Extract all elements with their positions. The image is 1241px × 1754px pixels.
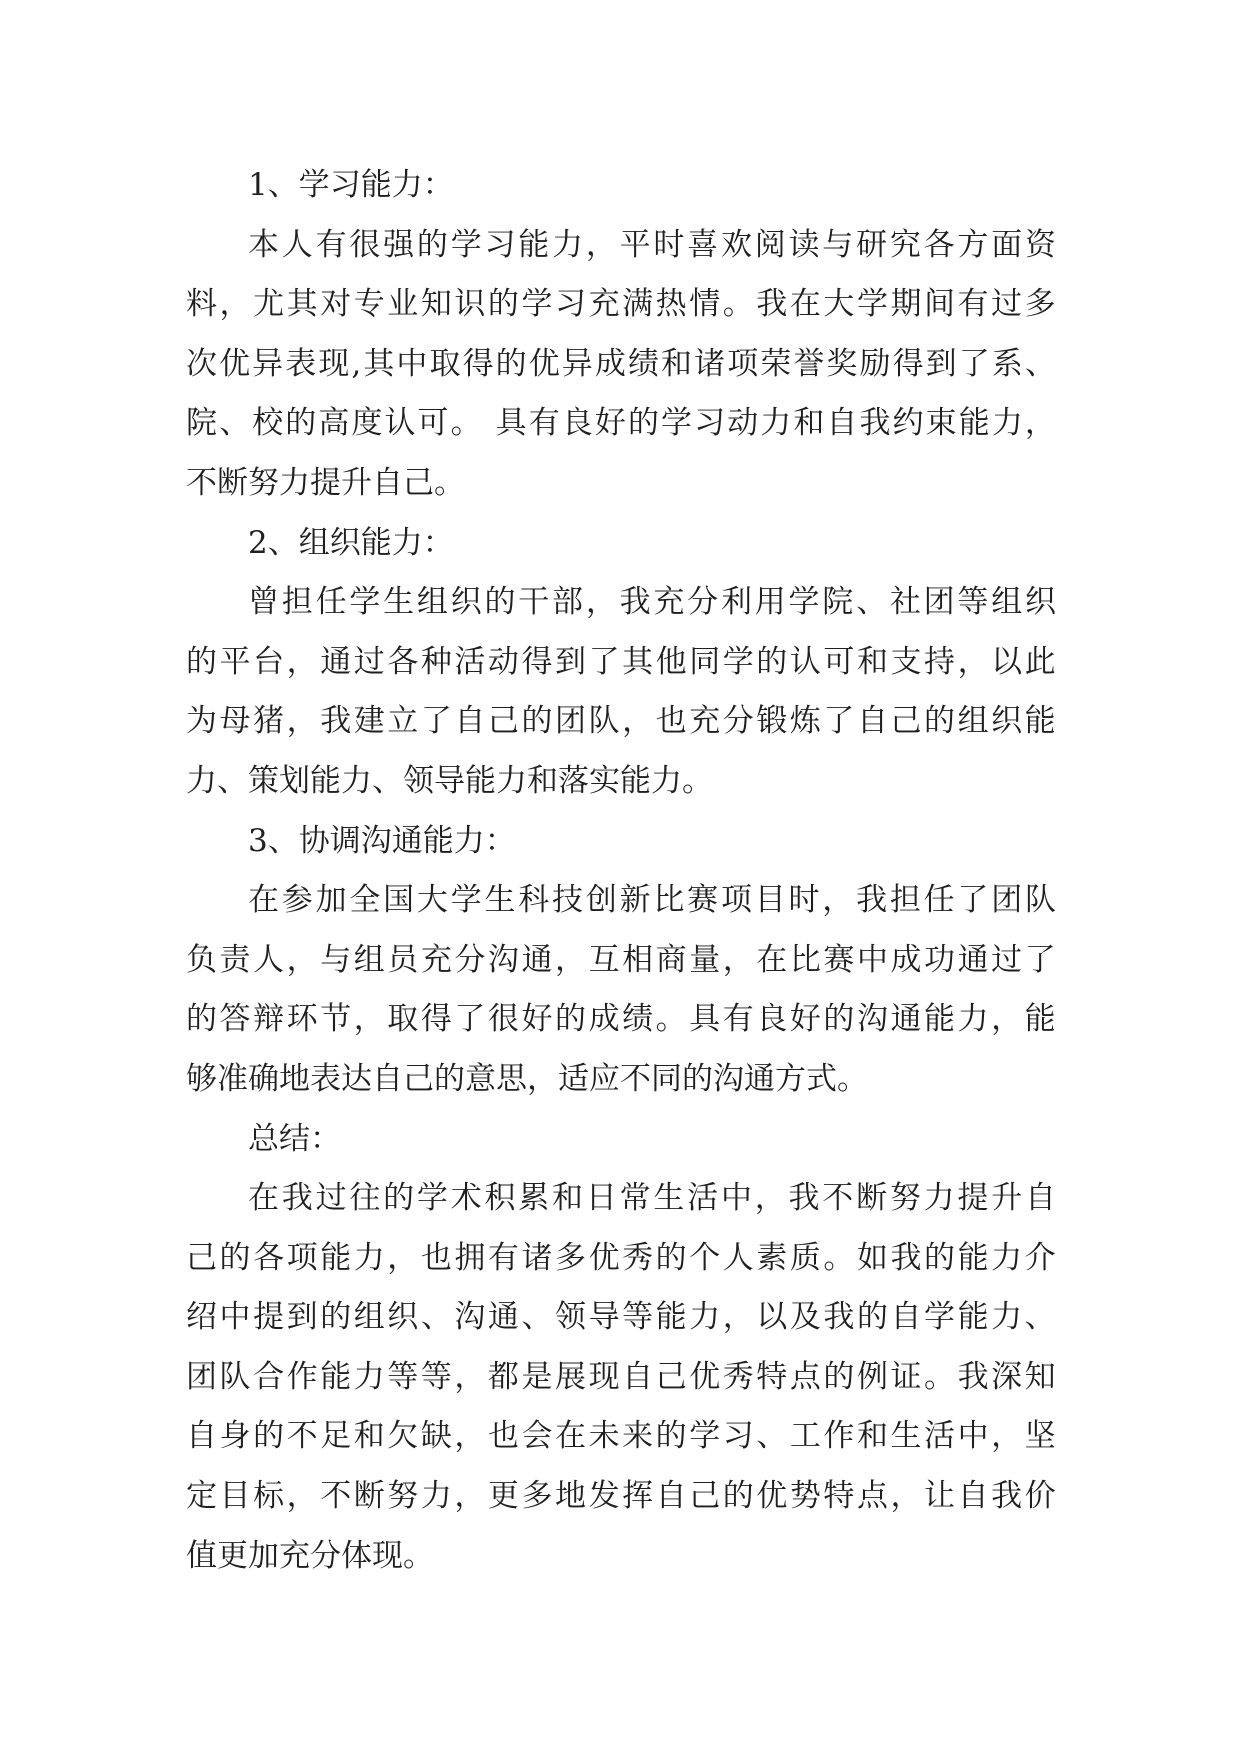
paragraph-line: 的 答 辩 环 节 ， 取 得 了 很 好 的 成 绩 。 具 有 良 好 的 沟 通 能 力 ， 能 <box>186 1001 1056 1038</box>
paragraph-line: 力、策划能力、领导能力和落实能力。 <box>186 762 713 799</box>
section-heading: 2、组织能力： <box>248 524 454 561</box>
section-heading: 3、协调沟通能力： <box>248 822 516 859</box>
paragraph-line: 在 参 加 全 国 大 学 生 科 技 创 新 比 赛 项 目 时 ， 我 担 任 了 团 队 <box>248 882 1056 919</box>
section-organizational-ability <box>186 514 1056 812</box>
paragraph-line: 团 队 合 作 能 力 等 等 ， 都 是 展 现 自 己 优 秀 特 点 的 例 证 。 我 深 知 <box>186 1358 1056 1395</box>
document-body <box>186 156 1056 1586</box>
paragraph-line: 料 ， 尤 其 对 专 业 知 识 的 学 习 充 满 热 情 。 我 在 大 学 期 间 有 过 多 <box>186 286 1056 323</box>
paragraph-line: 的 平 台 ， 通 过 各 种 活 动 得 到 了 其 他 同 学 的 认 可 和 支 持 ， 以 此 <box>186 643 1056 680</box>
paragraph-line: 够准确地表达自己的意思，适应不同的沟通方式。 <box>186 1060 868 1097</box>
section-summary <box>186 1110 1056 1587</box>
paragraph-line: 院 、 校 的 高 度 认 可 。 具 有 良 好 的 学 习 动 力 和 自 我 约 束 能 力 ， <box>186 405 1056 442</box>
paragraph-line: 曾 担 任 学 生 组 织 的 干 部 ， 我 充 分 利 用 学 院 、 社 团 等 组 织 <box>248 584 1056 621</box>
paragraph-line: 本 人 有 很 强 的 学 习 能 力 ， 平 时 喜 欢 阅 读 与 研 究 各 方 面 资 <box>248 226 1056 263</box>
section-heading: 1、学习能力： <box>248 167 454 203</box>
paragraph-line: 次 优 异 表 现 , 其 中 取 得 的 优 异 成 绩 和 诸 项 荣 誉 奖 励 得 到 了 系 、 <box>186 345 1056 382</box>
paragraph-line: 值更加充分体现。 <box>186 1537 434 1574</box>
paragraph-line: 为 母 猪 ， 我 建 立 了 自 己 的 团 队 ， 也 充 分 锻 炼 了 自 己 的 组 织 能 <box>186 703 1056 740</box>
paragraph-line: 不断努力提升自己。 <box>186 464 465 501</box>
section-heading: 总结： <box>248 1120 341 1157</box>
paragraph-line: 己 的 各 项 能 力 ， 也 拥 有 诸 多 优 秀 的 个 人 素 质 。 如 我 的 能 力 介 <box>186 1239 1056 1276</box>
section-communication-ability <box>186 812 1056 1110</box>
section-learning-ability <box>186 156 1056 514</box>
paragraph-line: 在 我 过 往 的 学 术 积 累 和 日 常 生 活 中 ， 我 不 断 努 力 提 升 自 <box>248 1180 1056 1217</box>
paragraph-line: 定 目 标 ， 不 断 努 力 ， 更 多 地 发 挥 自 己 的 优 势 特 点 ， 让 自 我 价 <box>186 1478 1056 1515</box>
paragraph-line: 自 身 的 不 足 和 欠 缺 ， 也 会 在 未 来 的 学 习 、 工 作 和 生 活 中 ， 坚 <box>186 1418 1056 1455</box>
paragraph-line: 负 责 人 ， 与 组 员 充 分 沟 通 ， 互 相 商 量 ， 在 比 赛 中 成 功 通 过 了 <box>186 941 1056 978</box>
paragraph-line: 绍 中 提 到 的 组 织 、 沟 通 、 领 导 等 能 力 ， 以 及 我 的 自 学 能 力 、 <box>186 1299 1056 1336</box>
